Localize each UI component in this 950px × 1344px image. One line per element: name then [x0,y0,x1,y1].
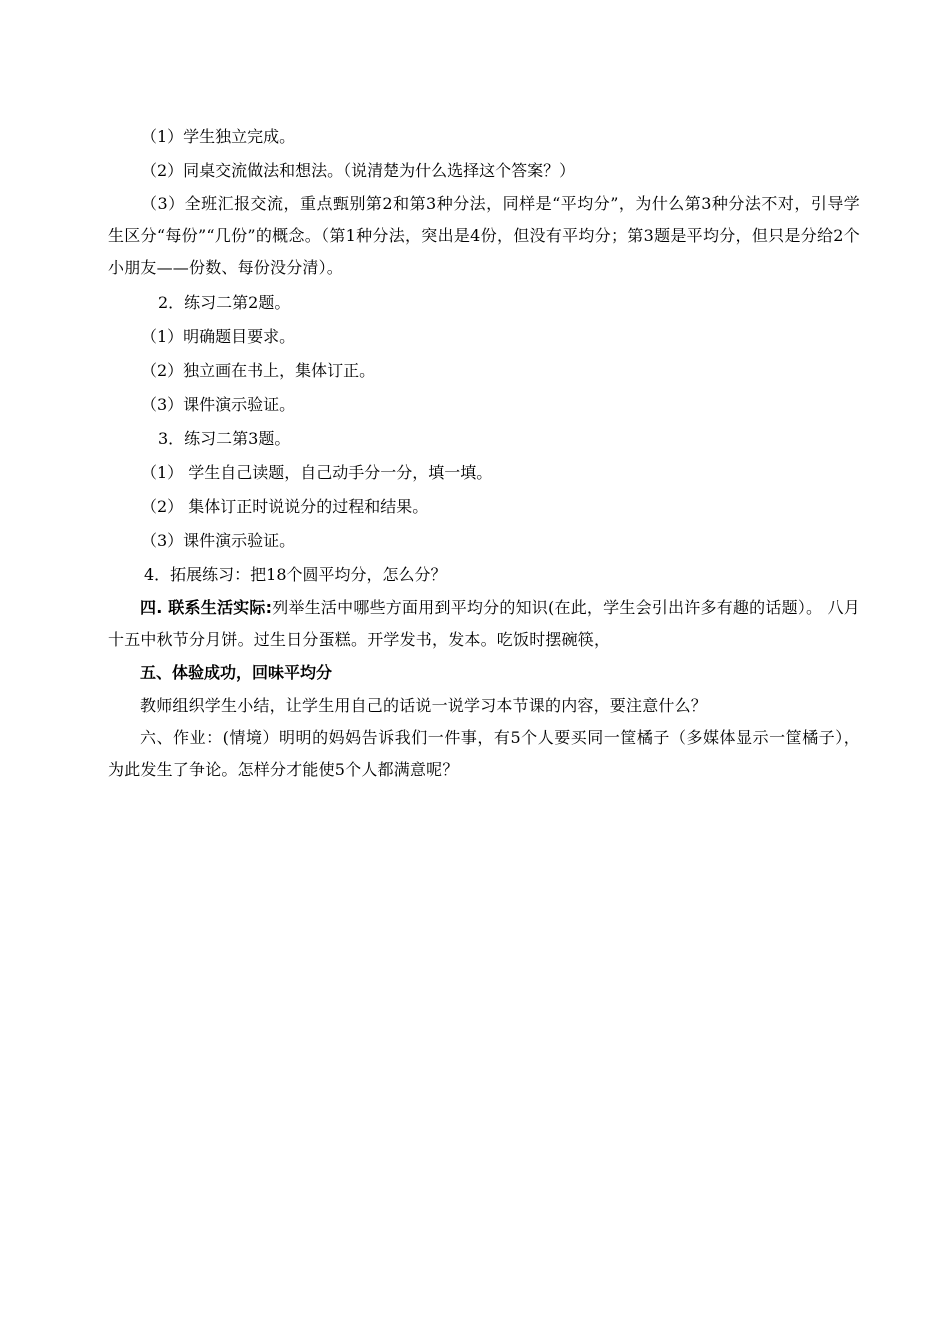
section-5-text: 教师组织学生小结，让学生用自己的话说一说学习本节课的内容，要注意什么？ [140,696,708,715]
section-4-paragraph [108,592,860,656]
exercise-3-item-1: （1） 学生自己读题，自己动手分一分，填一填。 [141,463,493,482]
section-5-heading: 五、体验成功，回味平均分 [140,663,333,682]
exercise-2-title: 2．练习二第2题。 [158,293,291,312]
step-1-line: （1）学生独立完成。 [141,127,296,146]
exercise-4-line: 4．拓展练习：把18个圆平均分，怎么分？ [144,565,447,584]
exercise-3-item-3: （3）课件演示验证。 [141,531,296,550]
exercise-3-title: 3．练习二第3题。 [158,429,291,448]
exercise-2-item-3: （3）课件演示验证。 [141,395,296,414]
section-4-text: 列举生活中哪些方面用到平均分的知识(在此，学生会引出许多有趣的话题）。 八月十五中秋节分月饼。过生日分蛋糕。开学发书，发本。吃饭时摆碗筷， [108,598,860,649]
exercise-2-item-2: （2）独立画在书上，集体订正。 [141,361,376,380]
document-page [108,120,860,786]
step-2-line: （2）同桌交流做法和想法。（说清楚为什么选择这个答案？） [141,161,576,180]
step-3-paragraph: （3）全班汇报交流，重点甄别第2和第3种分法，同样是“平均分”，为什么第3种分法不对，引导学生区分“每份”“几份”的概念。（第1种分法，突出是4份，但没有平均分；第3题是平均分，但只是分给2个小朋友——份数、每份没分清）。 [108,194,860,277]
section-4-heading: 四. 联系生活实际: [140,598,273,617]
exercise-2-item-1: （1）明确题目要求。 [141,327,296,346]
exercise-3-item-2: （2） 集体订正时说说分的过程和结果。 [141,497,429,516]
section-6-paragraph: 六、作业：(情境）明明的妈妈告诉我们一件事，有5个人要买同一筐橘子（多媒体显示一筐橘子），为此发生了争论。怎样分才能使5个人都满意呢？ [108,728,860,779]
